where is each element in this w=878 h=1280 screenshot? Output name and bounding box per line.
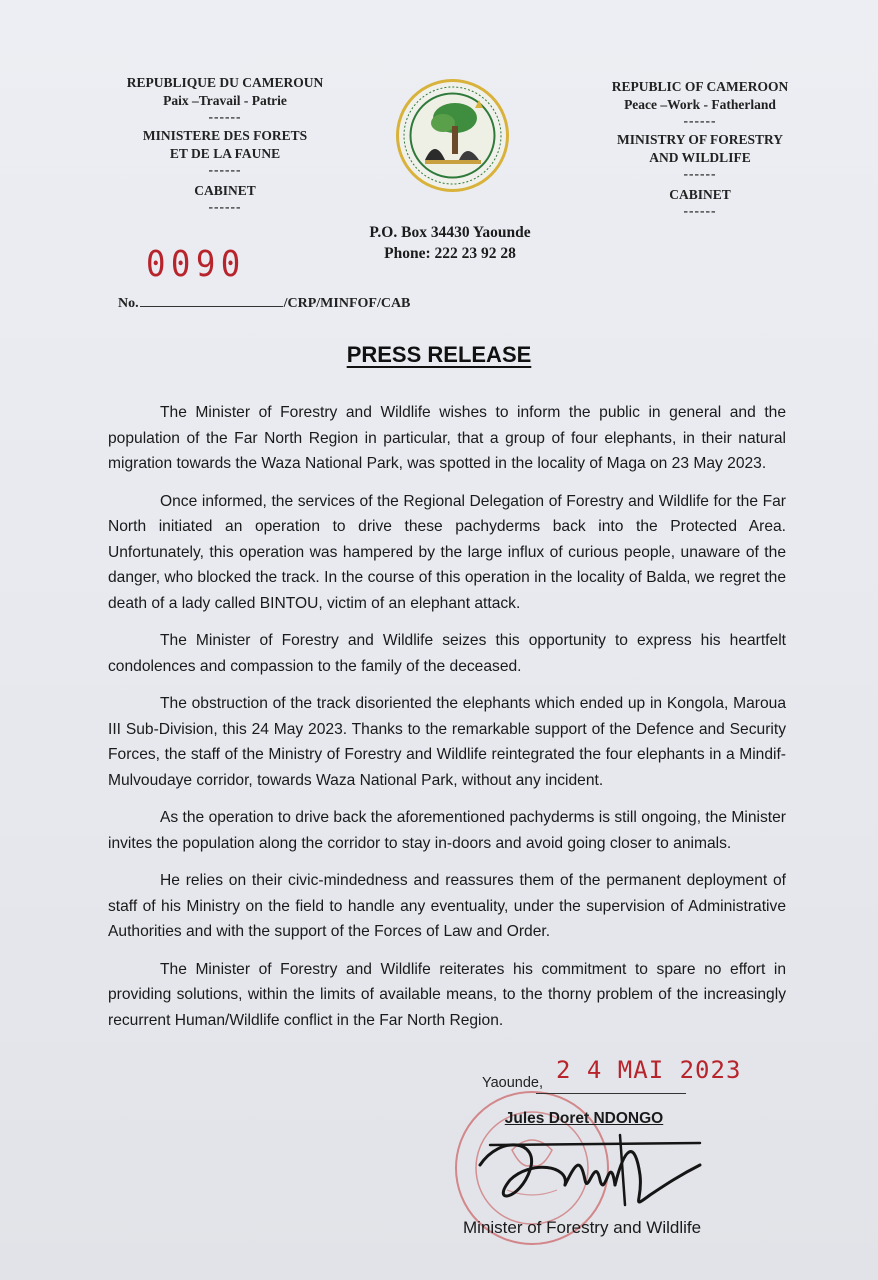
reference-blank (140, 294, 283, 307)
office-en: CABINET (669, 187, 731, 202)
separator: ------ (683, 166, 717, 181)
document-title: PRESS RELEASE (346, 342, 532, 367)
separator: ------ (208, 109, 242, 124)
letterhead-french (110, 74, 340, 214)
document-title-wrap (0, 342, 878, 368)
country-name-en: REPUBLIC OF CAMEROON (611, 79, 789, 94)
letterhead-english (590, 78, 810, 218)
country-name-fr: REPUBLIQUE DU CAMEROUN (126, 75, 324, 90)
signature-place: Yaounde, (482, 1075, 544, 1091)
office-fr: CABINET (194, 183, 256, 198)
separator: ------ (208, 199, 242, 214)
handwritten-signature-icon (470, 1125, 710, 1220)
separator: ------ (683, 203, 717, 218)
ministry-name-fr-line2: ET DE LA FAUNE (169, 146, 281, 161)
motto-fr: Paix –Travail - Patrie (163, 93, 287, 108)
body-paragraph: The Minister of Forestry and Wildlife wishes to inform the public in general and the population of the Far North Region in particular, that a group of four elephants, in their natural migration towards the Waza National Park, was spotted in the locality of Maga on 23 May 2023. (108, 404, 786, 472)
press-release-body (108, 400, 786, 1045)
po-box: P.O. Box 34430 Yaounde (369, 224, 531, 241)
signer-name: Jules Doret NDONGO (504, 1110, 664, 1127)
body-paragraph: As the operation to drive back the aforementioned pachyderms is still ongoing, the Minister invites the population along the corridor to stay in-doors and avoid going closer to animals. (108, 809, 786, 852)
body-paragraph: The Minister of Forestry and Wildlife seizes this opportunity to express his heartfelt condolences and compassion to the family of the deceased. (108, 632, 786, 675)
separator: ------ (208, 162, 242, 177)
phone-number: Phone: 222 23 92 28 (384, 245, 516, 262)
date-underline (536, 1093, 686, 1094)
motto-en: Peace –Work - Fatherland (624, 97, 776, 112)
reference-suffix: /CRP/MINFOF/CAB (283, 296, 411, 311)
ministry-name-en-line1: MINISTRY OF FORESTRY (616, 132, 784, 147)
separator: ------ (683, 113, 717, 128)
body-paragraph: He relies on their civic-mindedness and reassures them of the permanent deployment of staff of his Ministry on the field to handle any eventuality, under the supervision of Administrative Authorities and with the support of the Forces of Law and Order. (108, 872, 786, 940)
reference-prefix: No. (118, 296, 139, 311)
ministry-name-fr-line1: MINISTERE DES FORETS (142, 128, 308, 143)
ministry-name-en-line2: AND WILDLIFE (649, 150, 751, 165)
signer-name-wrap (0, 1110, 878, 1128)
signer-title: Minister of Forestry and Wildlife (463, 1218, 702, 1237)
body-paragraph: The obstruction of the track disoriented the elephants which ended up in Kongola, Maroua III Sub-Division, this 24 May 2023. Thanks to the remarkable support of the Defence and Security Forces, the staff of the Ministry of Forestry and Wildlife reintegrated the four elephants in a Mindif-Mulvoudaye corridor, towards Waza National Park, without any incident. (108, 695, 786, 789)
body-paragraph: The Minister of Forestry and Wildlife reiterates his commitment to spare no effort in providing solutions, within the limits of available means, to the thorny problem of the increasingly recurrent Human/Wildlife conflict in the Far North Region. (108, 960, 786, 1029)
reference-line (118, 294, 410, 312)
body-paragraph: Once informed, the services of the Regional Delegation of Forestry and Wildlife for the Far North initiated an operation to drive these pachyderms back into the Protected Area. Unfortunately, this operation was hampered by the large influx of curious people, unaware of the danger, who blocked the track. In the course of this operation in the locality of Balda, we regret the death of a lady called BINTOU, victim of an elephant attack. (108, 492, 786, 612)
ministry-seal-icon (395, 78, 510, 193)
date-stamp: 2 4 MAI 2023 (556, 1056, 742, 1084)
reference-number-stamp: 0090 (146, 244, 246, 285)
contact-block (340, 222, 560, 264)
